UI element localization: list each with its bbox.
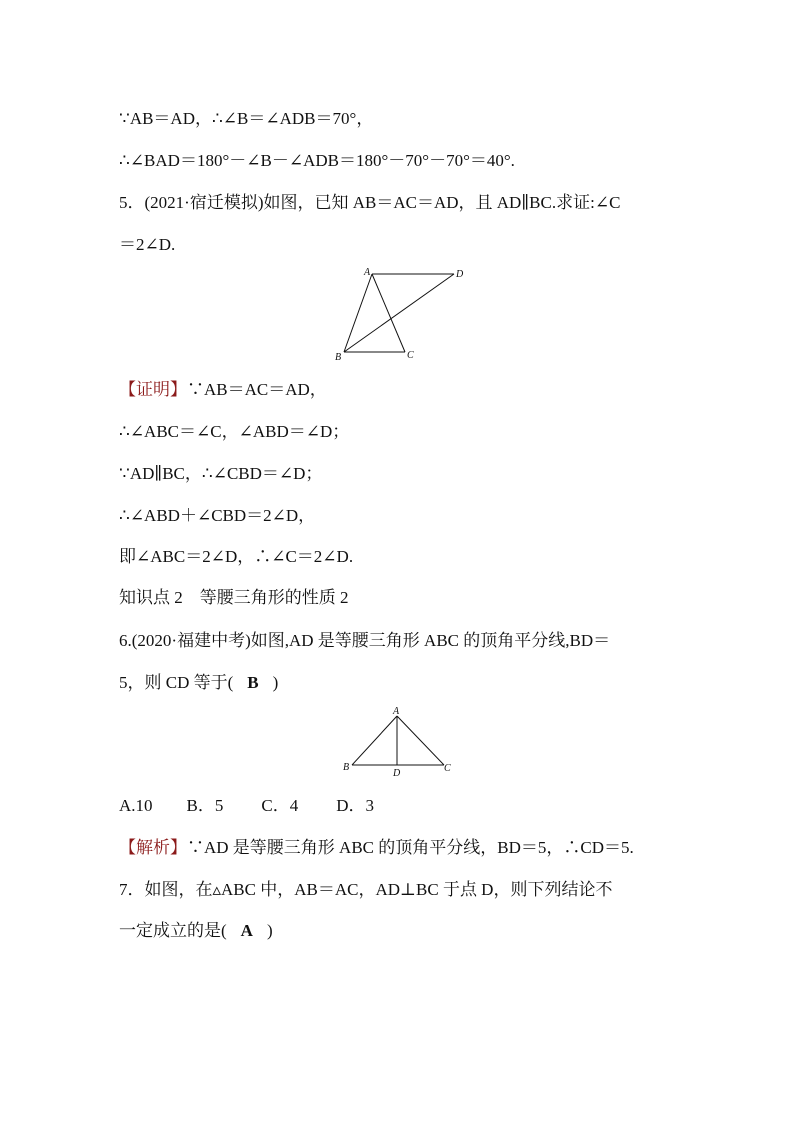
label-c: C: [407, 350, 414, 361]
option-b: B．5: [186, 796, 224, 815]
section-heading: 知识点 2 等腰三角形的性质 2: [119, 588, 349, 607]
analysis-tag: 【解析】: [119, 838, 187, 857]
segment-bd: [344, 274, 454, 352]
problem-6-answer: B: [247, 673, 259, 692]
proof-line-1-text: ∵AB＝AC＝AD，: [187, 380, 327, 399]
figure-isosceles-triangle: [340, 704, 460, 780]
proof-line-3: ∵AD∥BC，∴∠CBD＝∠D；: [119, 464, 323, 483]
label-c-2: C: [444, 763, 451, 774]
problem-6-question: 5，则 CD 等于(: [119, 673, 234, 692]
problem-7-question: 一定成立的是(: [119, 921, 227, 940]
proof-tag: 【证明】: [119, 380, 187, 399]
segment-ac: [372, 274, 405, 352]
label-d-2: D: [393, 768, 401, 779]
problem-7-stem-cont: [119, 920, 273, 942]
option-c: C．4: [261, 796, 299, 815]
problem-5-stem: 5．(2021·宿迁模拟)如图，已知 AB＝AC＝AD，且 AD∥BC.求证:∠C: [119, 193, 621, 212]
label-b-2: B: [343, 762, 350, 773]
label-d: D: [456, 269, 464, 280]
segment-ab-2: [352, 716, 397, 765]
problem-6-options: [119, 795, 374, 817]
problem-5-stem-cont: ＝2∠D.: [119, 235, 176, 254]
problem-6-paren-close: ): [272, 673, 279, 692]
segment-ab: [344, 274, 372, 352]
text-line-1: ∵AB＝AD，∴∠B＝∠ADB＝70°，: [119, 109, 374, 128]
analysis-text: ∵AD 是等腰三角形 ABC 的顶角平分线，BD＝5，∴CD＝5.: [187, 838, 634, 857]
proof-line-5: 即∠ABC＝2∠D，∴∠C＝2∠D.: [119, 547, 354, 566]
problem-7-paren-close: ): [266, 921, 273, 940]
label-a-2: A: [393, 706, 400, 717]
figure-quadrilateral: [330, 262, 470, 367]
problem-6-stem: 6.(2020·福建中考)如图,AD 是等腰三角形 ABC 的顶角平分线,BD＝: [119, 631, 611, 650]
proof-line-1: [119, 379, 327, 401]
problem-6-stem-cont: [119, 672, 278, 694]
proof-line-4: ∴∠ABD＋∠CBD＝2∠D，: [119, 506, 316, 525]
segment-ac-2: [397, 716, 444, 765]
option-d: D．3: [336, 796, 374, 815]
proof-line-2: ∴∠ABC＝∠C，∠ABD＝∠D；: [119, 422, 350, 441]
problem-7-answer: A: [240, 921, 253, 940]
problem-7-stem: 7．如图，在▵ABC 中，AB＝AC，AD⊥BC 于点 D，则下列结论不: [119, 880, 613, 899]
analysis-line: [119, 837, 634, 859]
label-a: A: [364, 267, 371, 278]
text-line-2: ∴∠BAD＝180°－∠B－∠ADB＝180°－70°－70°＝40°.: [119, 151, 515, 170]
label-b: B: [335, 352, 342, 363]
option-a: A.10: [119, 796, 153, 815]
